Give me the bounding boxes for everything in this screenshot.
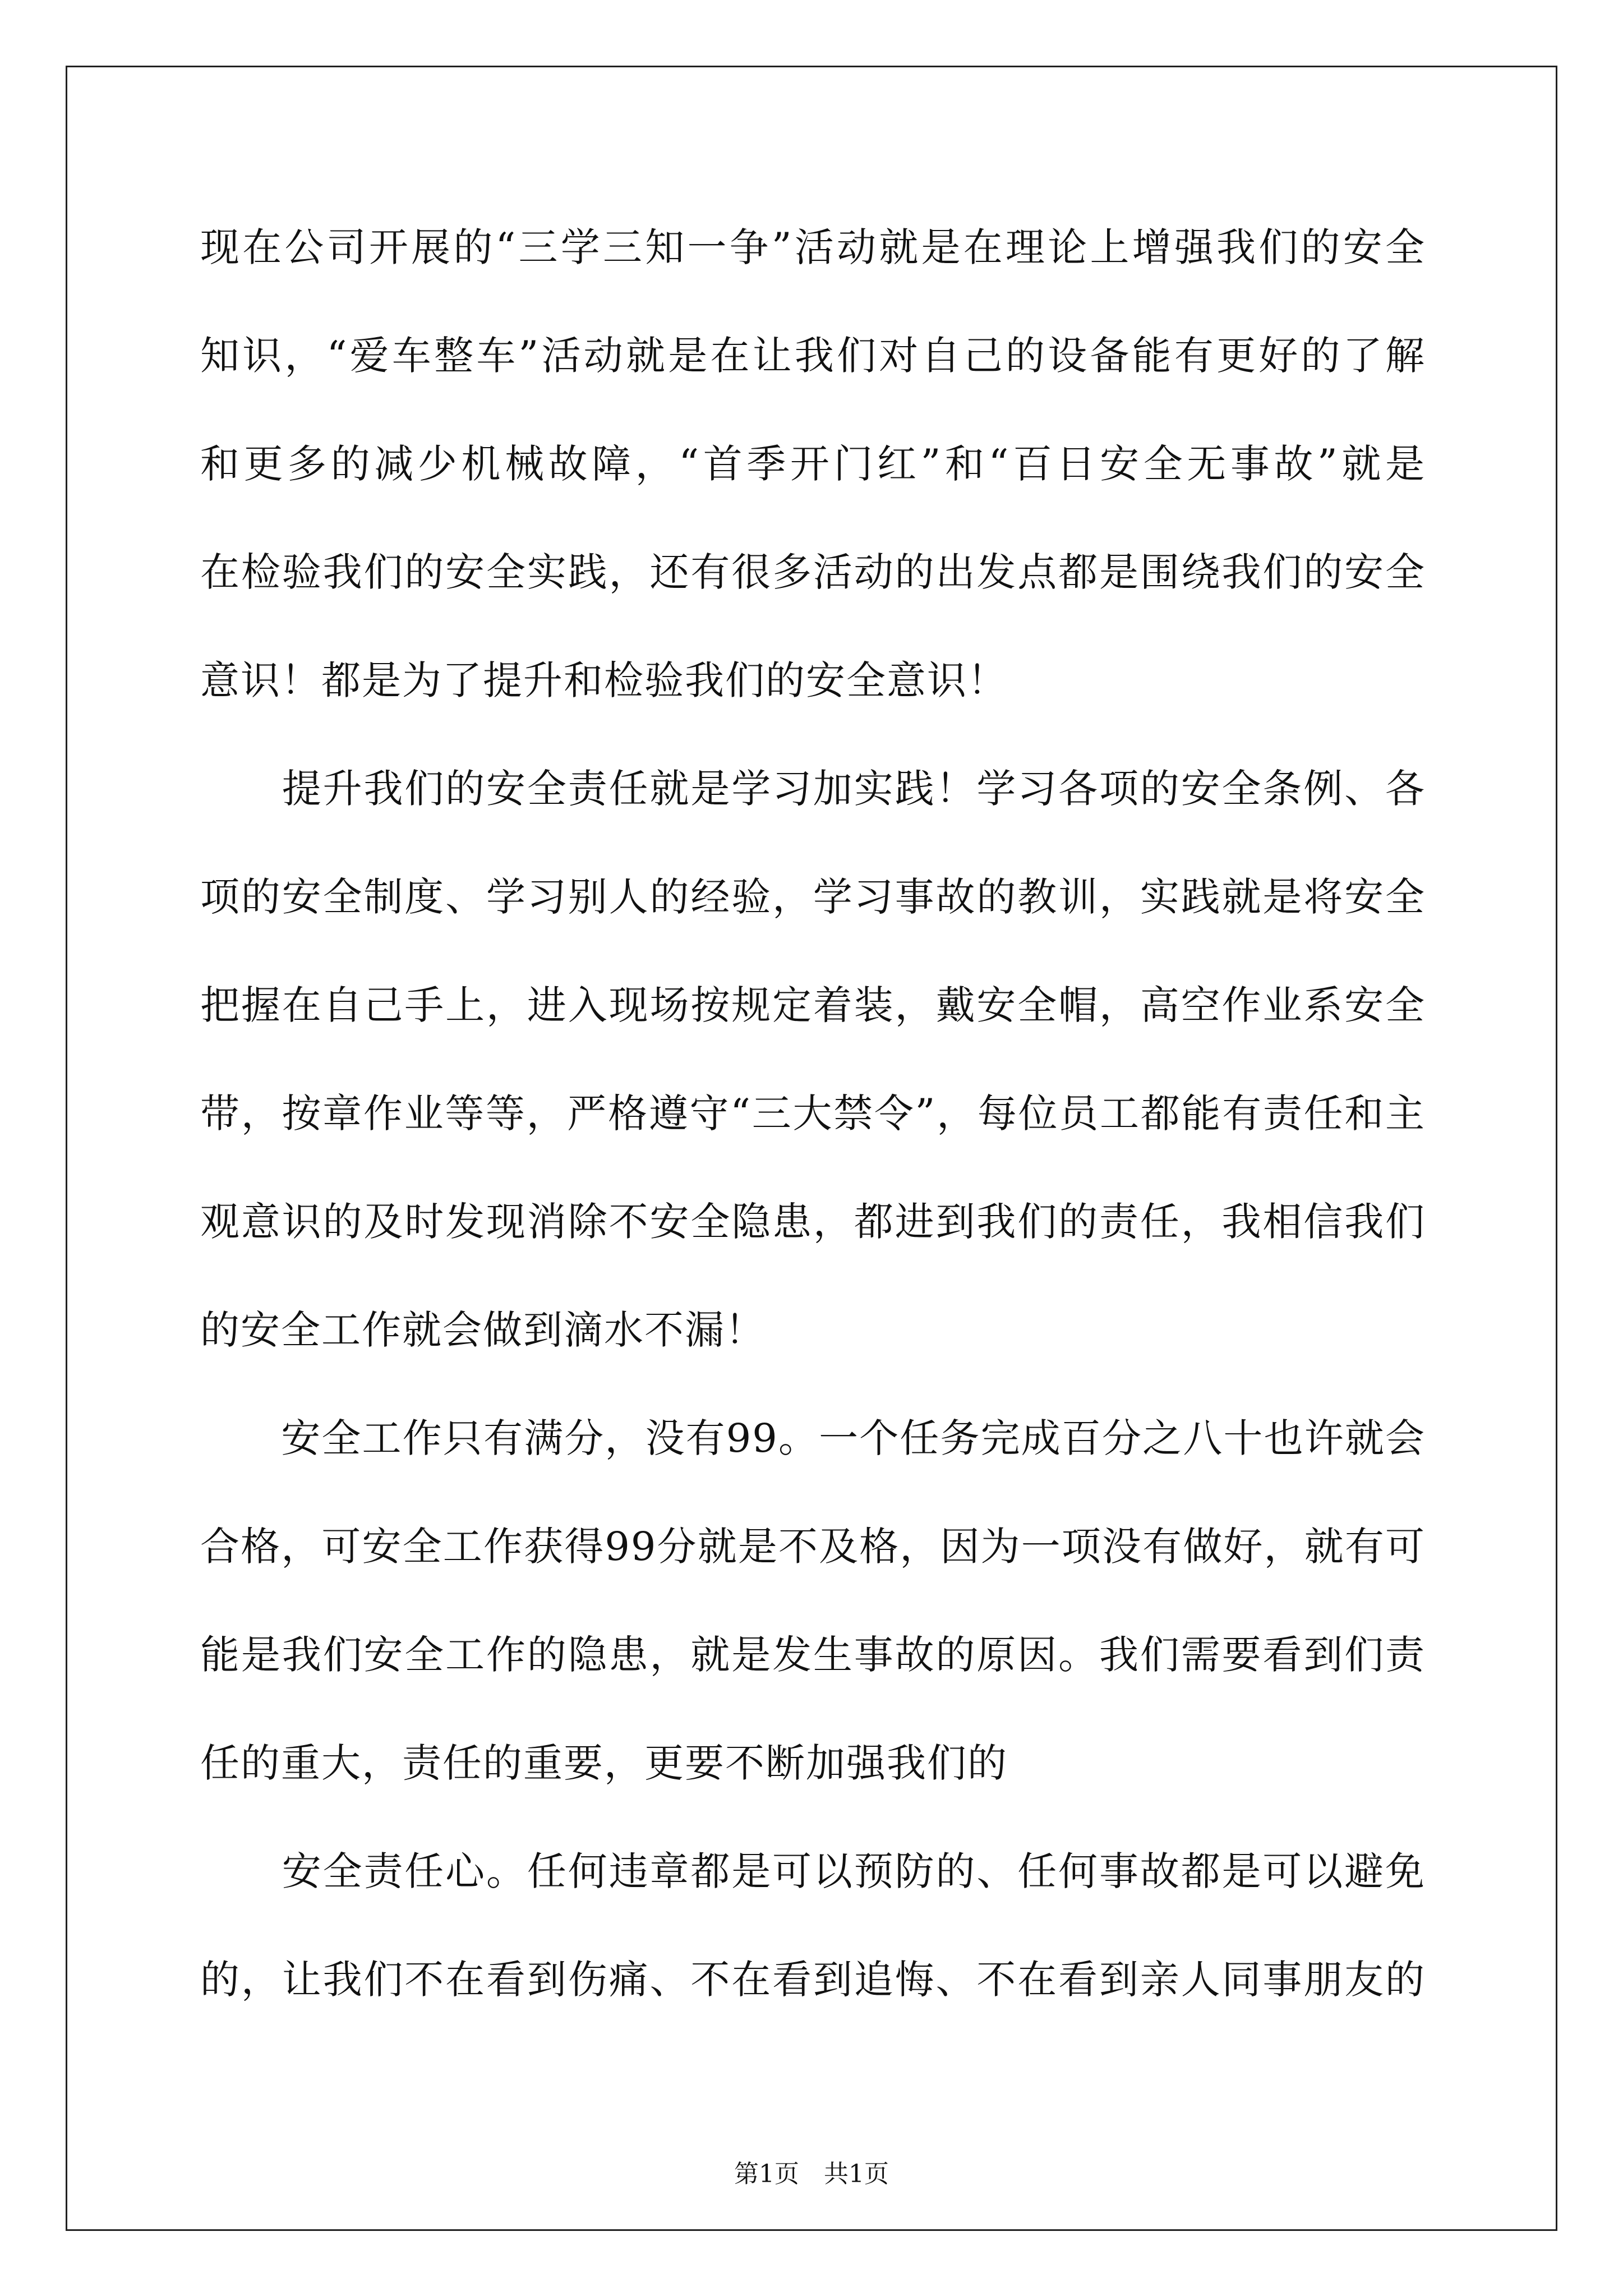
page-number-footer: 第1页 共1页 bbox=[734, 2160, 889, 2188]
text-line: 安全工作只有满分，没有99。一个任务完成百分之八十也许就会 bbox=[200, 1415, 1426, 1461]
paragraph-4 bbox=[200, 1818, 1426, 2034]
paragraph-2 bbox=[200, 735, 1426, 1384]
text-line: 的安全工作就会做到滴水不漏！ bbox=[200, 1307, 766, 1353]
text-line: 合格，可安全工作获得99分就是不及格，因为一项没有做好，就有可 bbox=[200, 1524, 1426, 1570]
text-line: 在检验我们的安全实践，还有很多活动的出发点都是围绕我们的安全 bbox=[200, 549, 1426, 595]
text-line: 项的安全制度、学习别人的经验，学习事故的教训，实践就是将安全 bbox=[200, 874, 1426, 920]
text-line: 观意识的及时发现消除不安全隐患，都进到我们的责任，我相信我们 bbox=[200, 1199, 1426, 1245]
paragraph-1 bbox=[200, 194, 1426, 735]
text-line: 知识，“爱车整车”活动就是在让我们对自己的设备能有更好的了解 bbox=[200, 333, 1426, 379]
paragraph-3 bbox=[200, 1384, 1426, 1818]
document-body bbox=[200, 194, 1426, 2034]
text-line: 把握在自己手上，进入现场按规定着装，戴安全帽，高空作业系安全 bbox=[200, 982, 1426, 1028]
text-line: 和更多的减少机械故障，“首季开门红”和“百日安全无事故”就是 bbox=[200, 441, 1426, 487]
text-line: 能是我们安全工作的隐患，就是发生事故的原因。我们需要看到们责 bbox=[200, 1632, 1426, 1678]
text-line: 提升我们的安全责任就是学习加实践！学习各项的安全条例、各 bbox=[200, 766, 1426, 812]
text-line: 任的重大，责任的重要，更要不断加强我们的 bbox=[200, 1740, 1008, 1786]
text-line: 意识！都是为了提升和检验我们的安全意识！ bbox=[200, 657, 1008, 703]
text-line: 带，按章作业等等，严格遵守“三大禁令”，每位员工都能有责任和主 bbox=[200, 1091, 1426, 1137]
text-line: 安全责任心。任何违章都是可以预防的、任何事故都是可以避免 bbox=[200, 1848, 1426, 1894]
text-line: 的，让我们不在看到伤痛、不在看到追悔、不在看到亲人同事朋友的 bbox=[200, 1957, 1426, 2003]
text-line: 现在公司开展的“三学三知一争”活动就是在理论上增强我们的安全 bbox=[200, 224, 1426, 270]
